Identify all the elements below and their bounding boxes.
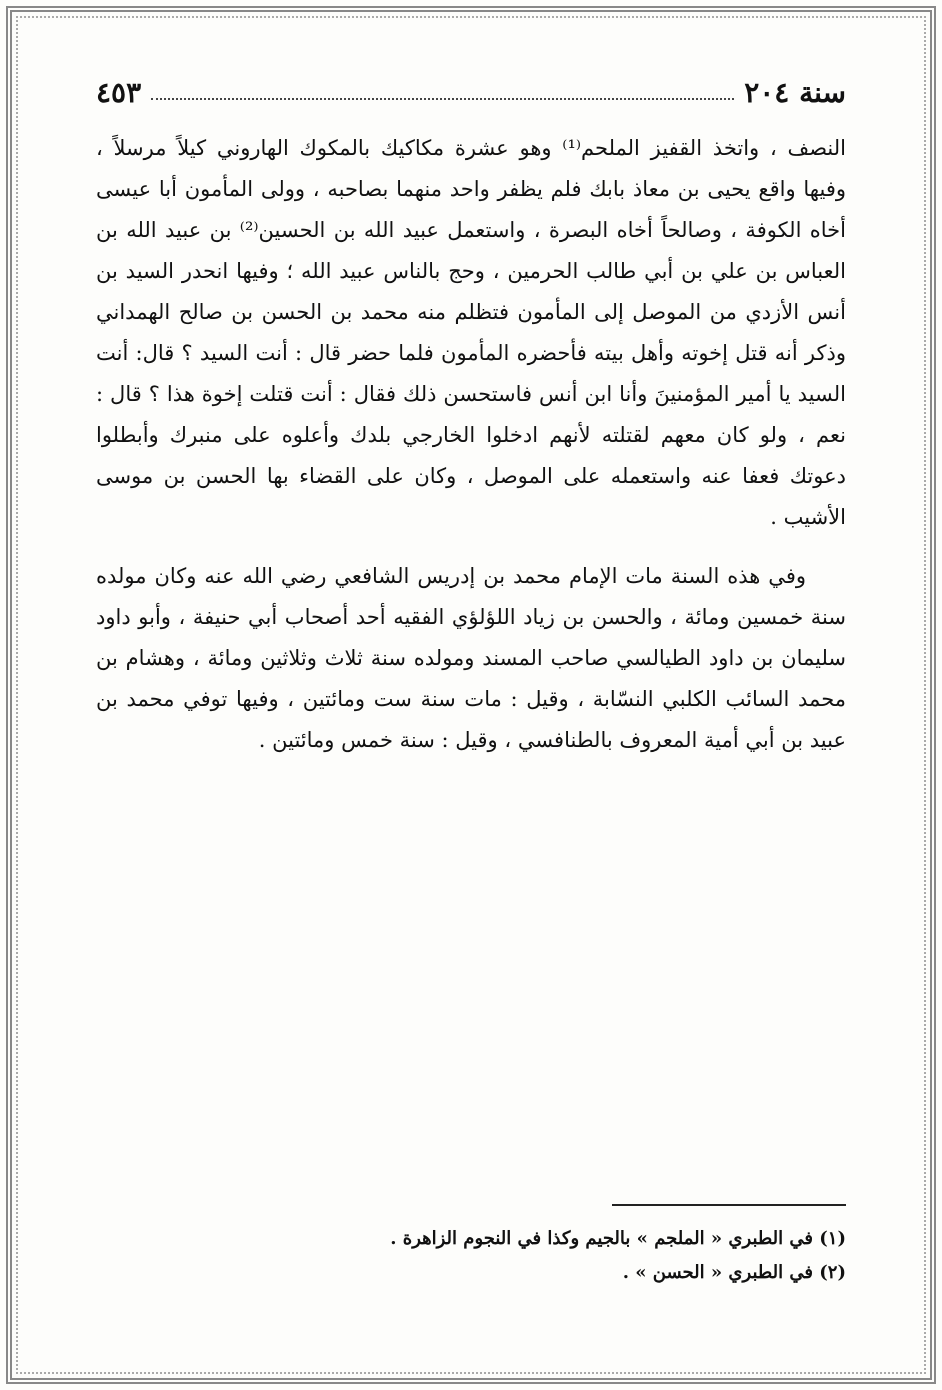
paragraph-1: النصف ، واتخذ القفيز الملحم⁽¹⁾ وهو عشرة مكاكيك بالمكوك الهاروني كيلاً مرسلاً ، وفيها واقع يحيى بن معاذ بابك فلم يظفر واحد منهما بصاحبه ، وولى المأمون أبا عيسى أخاه الكوفة ، وصالحاً أخاه البصرة ، واستعمل عبيد الله بن الحسين⁽²⁾ بن عبيد الله بن العباس بن علي بن أبي طالب الحرمين ، وحج بالناس عبيد الله ؛ وفيها انحدر السيد بن أنس الأزدي من الموصل إلى المأمون فتظلم منه محمد بن الحسن بن صالح الهمداني وذكر أنه قتل إخوته وأهل بيته فأحضره المأمون فلما حضر قال : أنت السيد ؟ قال: أنت السيد يا أمير المؤمنينَ وأنا ابن أنس فاستحسن ذلك فقال : أنت قتلت إخوة هذا ؟ قال : نعم ، ولو كان معهم لقتلته لأنهم ادخلوا الخارجي بلدك وأعلوه على منبرك وأبطلوا دعوتك فعفا عنه واستعمله على الموصل ، وكان على القضاء بها الحسن بن موسى الأشيب . (96, 136, 846, 529)
footnote-separator (612, 1204, 846, 1206)
running-header (96, 72, 846, 112)
main-text (96, 128, 846, 779)
footnotes (96, 1222, 846, 1290)
header-year: سنة ٢٠٤ (744, 75, 846, 109)
footnote-1: (١) في الطبري « الملجم » بالجيم وكذا في النجوم الزاهرة . (390, 1228, 846, 1249)
page-number: ٤٥٣ (96, 75, 142, 109)
header-dotted-leader (151, 97, 734, 100)
paragraph-2: وفي هذه السنة مات الإمام محمد بن إدريس الشافعي رضي الله عنه وكان مولده سنة خمسين ومائة ، والحسن بن زياد اللؤلؤي الفقيه أحد أصحاب أبي حنيفة ، وأبو داود سليمان بن داود الطيالسي صاحب المسند ومولده سنة ثلاث وثلاثين ومائة ، وهشام بن محمد السائب الكلبي النسّابة ، وقيل : مات سنة ست ومائتين ، وفيها توفي محمد بن عبيد بن أبي أمية المعروف بالطنافسي ، وقيل : سنة خمس ومائتين . (96, 564, 846, 752)
footnote-2: (٢) في الطبري « الحسن » . (622, 1262, 846, 1283)
